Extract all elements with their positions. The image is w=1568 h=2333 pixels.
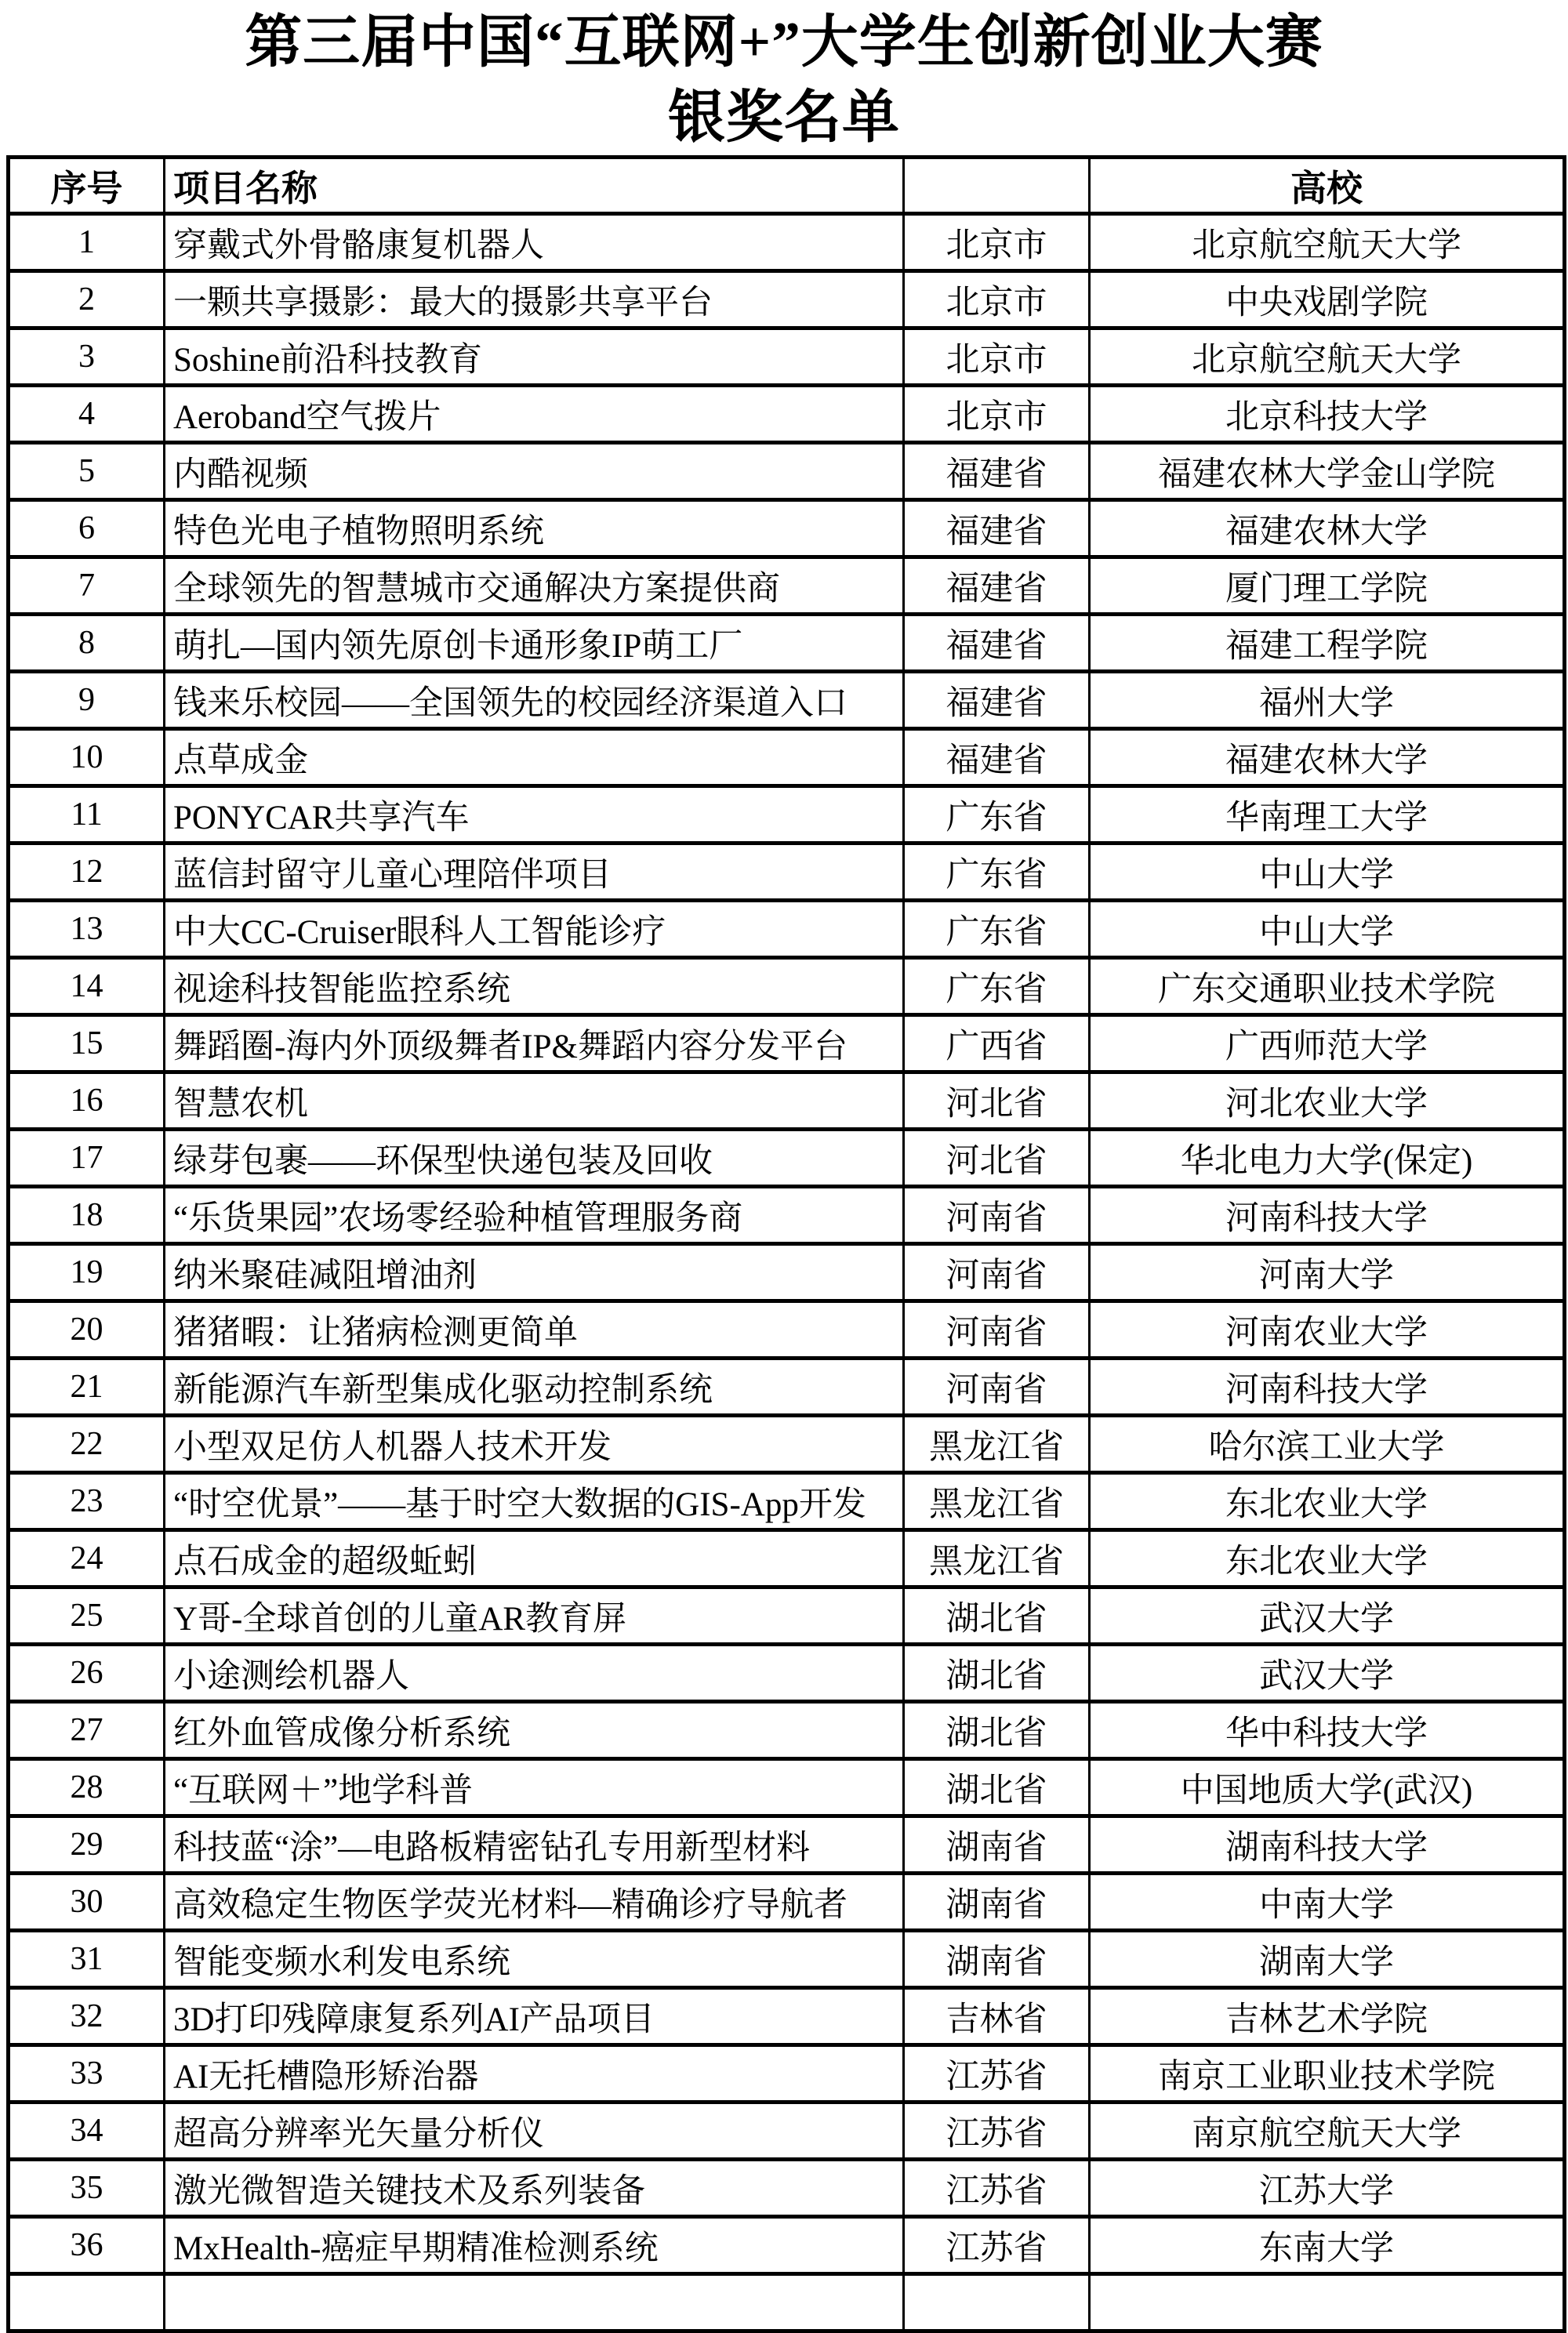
university-cell: 华中科技大学 <box>1090 1702 1565 1759</box>
project-name-cell: 点草成金 <box>165 729 904 786</box>
serial-number-cell: 34 <box>9 2103 165 2160</box>
table-row <box>9 786 1565 844</box>
province-cell <box>904 2274 1090 2331</box>
project-name-cell: 激光微智造关键技术及系列装备 <box>165 2160 904 2217</box>
header-project-name: 项目名称 <box>165 158 904 214</box>
province-cell: 广东省 <box>904 844 1090 901</box>
province-cell: 吉林省 <box>904 1988 1090 2045</box>
project-name-cell: MxHealth-癌症早期精准检测系统 <box>165 2217 904 2274</box>
project-name-cell: 绿芽包裹——环保型快递包装及回收 <box>165 1130 904 1187</box>
table-row <box>9 1130 1565 1187</box>
province-cell: 湖北省 <box>904 1702 1090 1759</box>
university-cell: 河南科技大学 <box>1090 1359 1565 1416</box>
table-row <box>9 672 1565 729</box>
project-name-cell: “互联网＋”地学科普 <box>165 1759 904 1816</box>
university-cell: 华南理工大学 <box>1090 786 1565 844</box>
project-name-cell: 智慧农机 <box>165 1072 904 1130</box>
province-cell: 湖北省 <box>904 1645 1090 1702</box>
serial-number-cell: 24 <box>9 1530 165 1587</box>
province-cell: 河南省 <box>904 1301 1090 1359</box>
project-name-cell: 3D打印残障康复系列AI产品项目 <box>165 1988 904 2045</box>
serial-number-cell: 3 <box>9 328 165 386</box>
project-name-cell: Soshine前沿科技教育 <box>165 328 904 386</box>
project-name-cell: PONYCAR共享汽车 <box>165 786 904 844</box>
university-cell: 湖南大学 <box>1090 1931 1565 1988</box>
province-cell: 北京市 <box>904 271 1090 328</box>
document-title <box>0 0 1568 155</box>
project-name-cell: Y哥-全球首创的儿童AR教育屏 <box>165 1587 904 1645</box>
title-line-2: 银奖名单 <box>668 85 900 149</box>
serial-number-cell: 31 <box>9 1931 165 1988</box>
project-name-cell: 高效稳定生物医学荧光材料—精确诊疗导航者 <box>165 1874 904 1931</box>
province-cell: 福建省 <box>904 557 1090 615</box>
header-row <box>9 158 1565 214</box>
serial-number-cell: 18 <box>9 1187 165 1244</box>
serial-number-cell: 5 <box>9 443 165 500</box>
project-name-cell: 科技蓝“涂”—电路板精密钻孔专用新型材料 <box>165 1816 904 1874</box>
project-name-cell: 中大CC-Cruiser眼科人工智能诊疗 <box>165 901 904 958</box>
university-cell: 中央戏剧学院 <box>1090 271 1565 328</box>
project-name-cell: 舞蹈圈-海内外顶级舞者IP&舞蹈内容分发平台 <box>165 1015 904 1072</box>
serial-number-cell: 16 <box>9 1072 165 1130</box>
table-row <box>9 1301 1565 1359</box>
province-cell: 河南省 <box>904 1244 1090 1301</box>
table-row <box>9 1816 1565 1874</box>
table-row <box>9 1587 1565 1645</box>
project-name-cell: 小途测绘机器人 <box>165 1645 904 1702</box>
province-cell: 广东省 <box>904 901 1090 958</box>
project-name-cell: 萌扎—国内领先原创卡通形象IP萌工厂 <box>165 615 904 672</box>
serial-number-cell: 29 <box>9 1816 165 1874</box>
serial-number-cell: 35 <box>9 2160 165 2217</box>
project-name-cell: 超高分辨率光矢量分析仪 <box>165 2103 904 2160</box>
table-row <box>9 271 1565 328</box>
project-name-cell: 穿戴式外骨骼康复机器人 <box>165 214 904 271</box>
table-row <box>9 958 1565 1015</box>
university-cell: 河南科技大学 <box>1090 1187 1565 1244</box>
table-row <box>9 1874 1565 1931</box>
header-university: 高校 <box>1090 158 1565 214</box>
serial-number-cell: 11 <box>9 786 165 844</box>
serial-number-cell: 28 <box>9 1759 165 1816</box>
project-name-cell: 纳米聚硅减阻增油剂 <box>165 1244 904 1301</box>
university-cell: 厦门理工学院 <box>1090 557 1565 615</box>
province-cell: 福建省 <box>904 729 1090 786</box>
project-name-cell: “乐货果园”农场零经验种植管理服务商 <box>165 1187 904 1244</box>
province-cell: 福建省 <box>904 443 1090 500</box>
serial-number-cell: 33 <box>9 2045 165 2103</box>
university-cell: 中山大学 <box>1090 901 1565 958</box>
project-name-cell: 新能源汽车新型集成化驱动控制系统 <box>165 1359 904 1416</box>
university-cell: 吉林艺术学院 <box>1090 1988 1565 2045</box>
province-cell: 广东省 <box>904 786 1090 844</box>
province-cell: 广东省 <box>904 958 1090 1015</box>
table-row <box>9 1645 1565 1702</box>
university-cell: 江苏大学 <box>1090 2160 1565 2217</box>
university-cell: 中国地质大学(武汉) <box>1090 1759 1565 1816</box>
university-cell: 华北电力大学(保定) <box>1090 1130 1565 1187</box>
table-row-partial <box>9 2274 1565 2331</box>
university-cell: 哈尔滨工业大学 <box>1090 1416 1565 1473</box>
project-name-cell: 内酷视频 <box>165 443 904 500</box>
university-cell <box>1090 2274 1565 2331</box>
serial-number-cell: 2 <box>9 271 165 328</box>
serial-number-cell: 17 <box>9 1130 165 1187</box>
project-name-cell: 一颗共享摄影：最大的摄影共享平台 <box>165 271 904 328</box>
university-cell: 河南大学 <box>1090 1244 1565 1301</box>
title-line-1: 第三届中国“互联网+”大学生创新创业大赛 <box>245 10 1323 74</box>
university-cell: 东北农业大学 <box>1090 1530 1565 1587</box>
province-cell: 河南省 <box>904 1359 1090 1416</box>
table-row <box>9 2103 1565 2160</box>
university-cell: 福建农林大学 <box>1090 729 1565 786</box>
header-serial-number: 序号 <box>9 158 165 214</box>
table-row <box>9 500 1565 557</box>
table-row <box>9 1416 1565 1473</box>
province-cell: 北京市 <box>904 214 1090 271</box>
project-name-cell <box>165 2274 904 2331</box>
university-cell: 北京航空航天大学 <box>1090 328 1565 386</box>
university-cell: 湖南科技大学 <box>1090 1816 1565 1874</box>
province-cell: 广西省 <box>904 1015 1090 1072</box>
province-cell: 黑龙江省 <box>904 1530 1090 1587</box>
table-row <box>9 1931 1565 1988</box>
project-name-cell: Aeroband空气拨片 <box>165 386 904 443</box>
table-row <box>9 557 1565 615</box>
table-row <box>9 2160 1565 2217</box>
serial-number-cell: 19 <box>9 1244 165 1301</box>
province-cell: 北京市 <box>904 386 1090 443</box>
serial-number-cell: 32 <box>9 1988 165 2045</box>
serial-number-cell: 6 <box>9 500 165 557</box>
serial-number-cell: 10 <box>9 729 165 786</box>
university-cell: 广东交通职业技术学院 <box>1090 958 1565 1015</box>
table-header <box>9 158 1565 214</box>
table-row <box>9 844 1565 901</box>
university-cell: 北京航空航天大学 <box>1090 214 1565 271</box>
serial-number-cell: 9 <box>9 672 165 729</box>
table-row <box>9 443 1565 500</box>
table-row <box>9 1015 1565 1072</box>
university-cell: 武汉大学 <box>1090 1587 1565 1645</box>
table-row <box>9 1473 1565 1530</box>
table-body <box>9 214 1565 2331</box>
project-name-cell: 智能变频水利发电系统 <box>165 1931 904 1988</box>
province-cell: 北京市 <box>904 328 1090 386</box>
serial-number-cell: 13 <box>9 901 165 958</box>
university-cell: 福建农林大学 <box>1090 500 1565 557</box>
university-cell: 广西师范大学 <box>1090 1015 1565 1072</box>
serial-number-cell: 15 <box>9 1015 165 1072</box>
province-cell: 湖北省 <box>904 1587 1090 1645</box>
serial-number-cell: 23 <box>9 1473 165 1530</box>
province-cell: 福建省 <box>904 615 1090 672</box>
serial-number-cell: 27 <box>9 1702 165 1759</box>
project-name-cell: 猪猪暇：让猪病检测更简单 <box>165 1301 904 1359</box>
serial-number-cell: 12 <box>9 844 165 901</box>
university-cell: 南京航空航天大学 <box>1090 2103 1565 2160</box>
table-row <box>9 1072 1565 1130</box>
serial-number-cell: 14 <box>9 958 165 1015</box>
serial-number-cell: 21 <box>9 1359 165 1416</box>
table-row <box>9 1244 1565 1301</box>
project-name-cell: 点石成金的超级蚯蚓 <box>165 1530 904 1587</box>
table-row <box>9 729 1565 786</box>
province-cell: 江苏省 <box>904 2160 1090 2217</box>
university-cell: 河南农业大学 <box>1090 1301 1565 1359</box>
province-cell: 福建省 <box>904 672 1090 729</box>
project-name-cell: 小型双足仿人机器人技术开发 <box>165 1416 904 1473</box>
university-cell: 东北农业大学 <box>1090 1473 1565 1530</box>
university-cell: 中山大学 <box>1090 844 1565 901</box>
serial-number-cell: 7 <box>9 557 165 615</box>
table-row <box>9 2217 1565 2274</box>
table-row <box>9 1988 1565 2045</box>
silver-award-table <box>6 155 1566 2333</box>
table-row <box>9 1530 1565 1587</box>
project-name-cell: 特色光电子植物照明系统 <box>165 500 904 557</box>
university-cell: 福建工程学院 <box>1090 615 1565 672</box>
table-row <box>9 615 1565 672</box>
table-row <box>9 328 1565 386</box>
serial-number-cell: 20 <box>9 1301 165 1359</box>
project-name-cell: 红外血管成像分析系统 <box>165 1702 904 1759</box>
province-cell: 湖北省 <box>904 1759 1090 1816</box>
university-cell: 东南大学 <box>1090 2217 1565 2274</box>
university-cell: 福建农林大学金山学院 <box>1090 443 1565 500</box>
university-cell: 中南大学 <box>1090 1874 1565 1931</box>
table-row <box>9 901 1565 958</box>
table-row <box>9 1702 1565 1759</box>
project-name-cell: “时空优景”——基于时空大数据的GIS-App开发 <box>165 1473 904 1530</box>
serial-number-cell: 4 <box>9 386 165 443</box>
table-row <box>9 1759 1565 1816</box>
province-cell: 湖南省 <box>904 1931 1090 1988</box>
province-cell: 福建省 <box>904 500 1090 557</box>
table-row <box>9 386 1565 443</box>
province-cell: 黑龙江省 <box>904 1416 1090 1473</box>
project-name-cell: AI无托槽隐形矫治器 <box>165 2045 904 2103</box>
project-name-cell: 蓝信封留守儿童心理陪伴项目 <box>165 844 904 901</box>
table-row <box>9 1187 1565 1244</box>
serial-number-cell: 36 <box>9 2217 165 2274</box>
province-cell: 湖南省 <box>904 1874 1090 1931</box>
province-cell: 江苏省 <box>904 2217 1090 2274</box>
table-row <box>9 1359 1565 1416</box>
project-name-cell: 全球领先的智慧城市交通解决方案提供商 <box>165 557 904 615</box>
serial-number-cell: 25 <box>9 1587 165 1645</box>
serial-number-cell: 8 <box>9 615 165 672</box>
province-cell: 河北省 <box>904 1072 1090 1130</box>
province-cell: 江苏省 <box>904 2045 1090 2103</box>
province-cell: 湖南省 <box>904 1816 1090 1874</box>
university-cell: 南京工业职业技术学院 <box>1090 2045 1565 2103</box>
project-name-cell: 视途科技智能监控系统 <box>165 958 904 1015</box>
table-row <box>9 2045 1565 2103</box>
serial-number-cell: 26 <box>9 1645 165 1702</box>
table-row <box>9 214 1565 271</box>
project-name-cell: 钱来乐校园——全国领先的校园经济渠道入口 <box>165 672 904 729</box>
province-cell: 河北省 <box>904 1130 1090 1187</box>
province-cell: 河南省 <box>904 1187 1090 1244</box>
university-cell: 河北农业大学 <box>1090 1072 1565 1130</box>
serial-number-cell: 30 <box>9 1874 165 1931</box>
serial-number-cell: 22 <box>9 1416 165 1473</box>
university-cell: 福州大学 <box>1090 672 1565 729</box>
province-cell: 黑龙江省 <box>904 1473 1090 1530</box>
serial-number-cell <box>9 2274 165 2331</box>
university-cell: 北京科技大学 <box>1090 386 1565 443</box>
province-cell: 江苏省 <box>904 2103 1090 2160</box>
serial-number-cell: 1 <box>9 214 165 271</box>
university-cell: 武汉大学 <box>1090 1645 1565 1702</box>
header-province-empty <box>904 158 1090 214</box>
